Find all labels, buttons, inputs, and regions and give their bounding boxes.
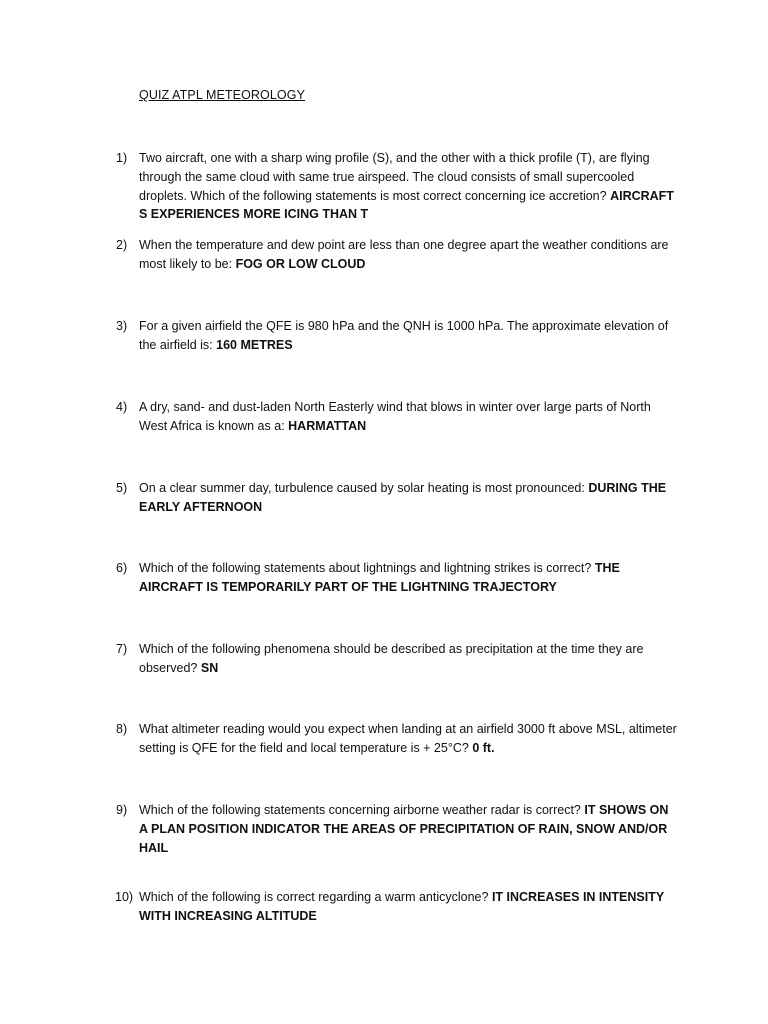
question-answer: 160 METRES: [216, 337, 293, 352]
question-number: 2): [116, 238, 128, 252]
question-number: 1): [116, 151, 128, 165]
question-text-block: [139, 398, 679, 436]
question-number: 8): [116, 722, 128, 736]
question-answer: DURING THE EARLY AFTERNOON: [139, 481, 667, 514]
question-text: When the temperature and dew point are less than one degree apart the weather conditions are most likely to be:: [139, 238, 669, 271]
question-answer: THE AIRCRAFT IS TEMPORARILY PART OF THE LIGHTNING TRAJECTORY: [139, 561, 620, 594]
question-text-block: [139, 317, 679, 355]
question-text-block: [139, 888, 679, 926]
question-text-block: [139, 149, 679, 224]
document-title: QUIZ ATPL METEOROLOGY: [139, 88, 306, 102]
question-answer: 0 ft.: [472, 740, 495, 755]
question-text: Which of the following statements concerning airborne weather radar is correct?: [139, 803, 581, 817]
question-text-block: [139, 479, 679, 517]
question-text-block: [139, 720, 679, 758]
question-text: On a clear summer day, turbulence caused by solar heating is most pronounced:: [139, 481, 585, 495]
question-text: Which of the following statements about lightnings and lightning strikes is correct?: [139, 561, 592, 575]
question-number: 3): [116, 319, 128, 333]
question-answer: AIRCRAFT S EXPERIENCES MORE ICING THAN T: [139, 188, 674, 222]
question-text-block: [139, 640, 679, 678]
question-text: Two aircraft, one with a sharp wing profile (S), and the other with a thick profile (T), are flying through the same cloud with same true airspeed. The cloud consists of small supercooled droplets. Which of the following statements is most correct concerning ice accretion?: [139, 151, 650, 203]
question-number: 4): [116, 400, 128, 414]
question-answer: IT SHOWS ON A PLAN POSITION INDICATOR THE AREAS OF PRECIPITATION OF RAIN, SNOW AND/OR HAIL: [139, 803, 669, 855]
question-answer: HARMATTAN: [288, 418, 367, 433]
question-number: 6): [116, 561, 128, 575]
question-answer: SN: [200, 660, 219, 675]
question-answer: IT INCREASES IN INTENSITY WITH INCREASING ALTITUDE: [139, 890, 664, 923]
question-number: 10): [115, 890, 134, 904]
question-text: Which of the following is correct regarding a warm anticyclone?: [139, 890, 489, 904]
question-text-block: [139, 236, 679, 274]
question-text: For a given airfield the QFE is 980 hPa and the QNH is 1000 hPa. The approximate elevation of the airfield is:: [139, 319, 669, 352]
question-text-block: [139, 801, 679, 857]
question-number: 9): [116, 803, 128, 817]
question-text-block: [139, 559, 679, 597]
question-text: Which of the following phenomena should be described as precipitation at the time they are observed?: [139, 642, 644, 675]
question-text: What altimeter reading would you expect when landing at an airfield 3000 ft above MSL, altimeter setting is QFE for the field and local temperature is + 25°C?: [139, 722, 677, 755]
question-number: 7): [116, 642, 128, 656]
question-number: 5): [116, 481, 128, 495]
question-answer: FOG OR LOW CLOUD: [235, 256, 366, 271]
question-text: A dry, sand- and dust-laden North Easterly wind that blows in winter over large parts of North West Africa is known as a:: [139, 400, 651, 433]
